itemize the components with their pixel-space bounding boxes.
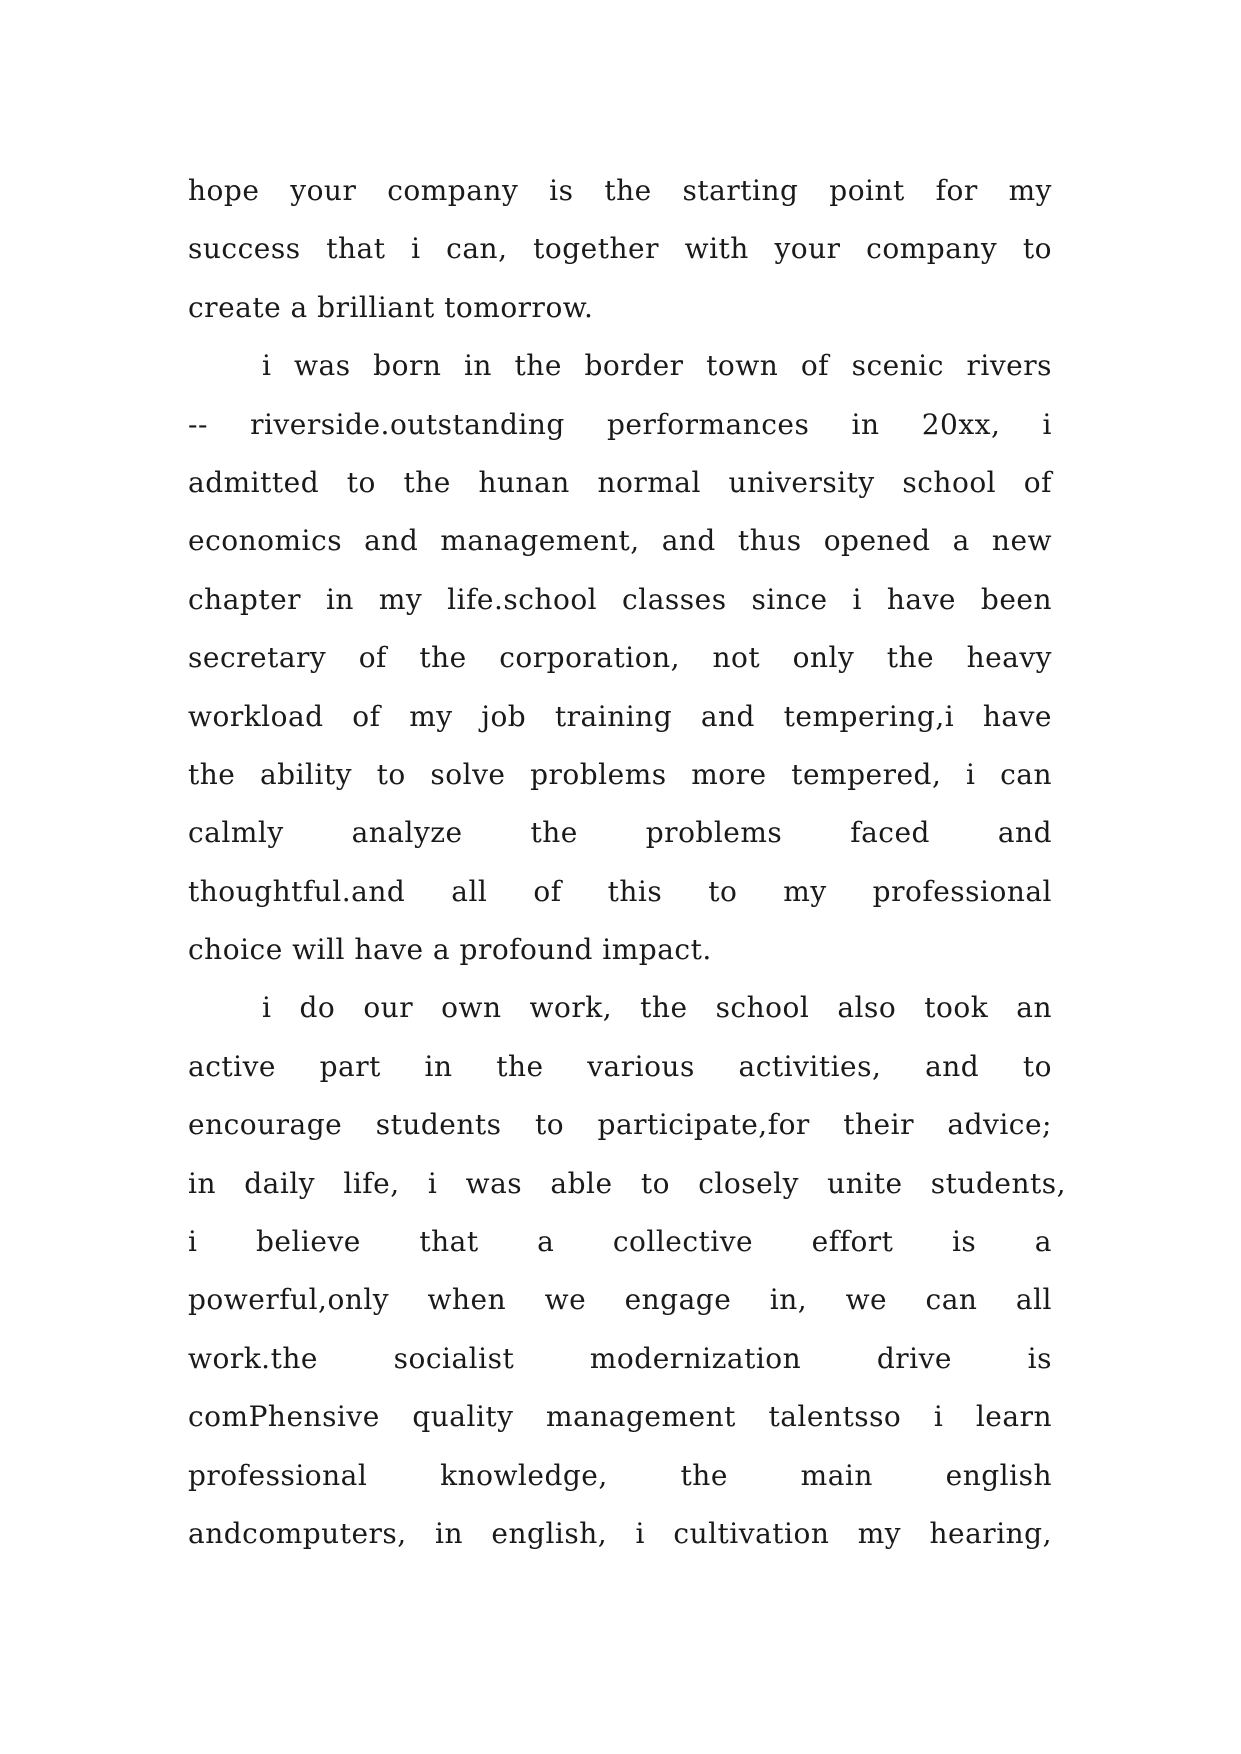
text-line: choice will have a profound impact. (188, 933, 712, 967)
text-line: calmly analyze the problems faced and (188, 816, 1052, 850)
text-line: thoughtful.and all of this to my professional (188, 874, 1052, 908)
text-line: workload of my job training and tempering,i have (188, 699, 1052, 733)
text-line: active part in the various activities, and to (188, 1049, 1052, 1083)
text-line: -- riverside.outstanding performances in 20xx, i (188, 407, 1052, 441)
text-line: success that i can, together with your company to (188, 232, 1052, 266)
text-line: powerful,only when we engage in, we can all (188, 1283, 1052, 1317)
text-line: secretary of the corporation, not only the heavy (188, 641, 1052, 675)
text-line: hope your company is the starting point for my (188, 174, 1052, 207)
text-line: work.the socialist modernization drive is (188, 1341, 1052, 1375)
text-line: the ability to solve problems more tempered, i can (188, 757, 1052, 791)
text-line: in daily life, i was able to closely unite students, (188, 1166, 1066, 1200)
text-line: economics and management, and thus opened a new (188, 524, 1052, 558)
text-line: comPhensive quality management talentsso i learn (188, 1400, 1052, 1434)
body-text (188, 162, 1066, 1563)
text-line: create a brilliant tomorrow. (188, 290, 594, 324)
paragraph-start-line: i was born in the border town of scenic rivers (262, 349, 1052, 383)
text-line: encourage students to participate,for their advice; (188, 1108, 1052, 1142)
text-line: i believe that a collective effort is a (188, 1225, 1052, 1259)
text-line: chapter in my life.school classes since i have been (188, 582, 1052, 616)
text-line: professional knowledge, the main english (188, 1458, 1052, 1492)
text-line: andcomputers, in english, i cultivation my hearing, (188, 1516, 1052, 1550)
text-line: admitted to the hunan normal university school of (188, 465, 1052, 499)
paragraph-start-line: i do our own work, the school also took an (262, 991, 1052, 1025)
